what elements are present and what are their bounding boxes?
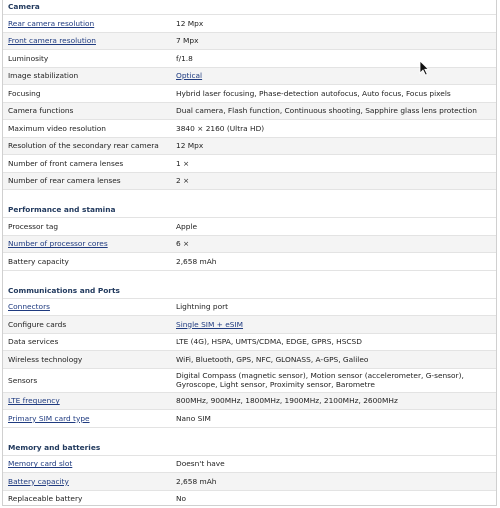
spec-label[interactable]: Front camera resolution: [8, 36, 96, 46]
spec-value: [173, 414, 496, 424]
spec-value: [173, 71, 496, 81]
spec-label[interactable]: Battery capacity: [8, 476, 69, 486]
spec-value-text: 2 ×: [176, 176, 190, 185]
spec-value: [173, 396, 496, 406]
spec-value-link[interactable]: Single SIM + eSIM: [176, 319, 244, 329]
spec-row: [3, 235, 496, 253]
spec-value-text: 12 Mpx: [176, 141, 204, 150]
mouse-cursor-icon: [419, 60, 429, 76]
section-gap: [3, 189, 496, 203]
spec-row: [3, 217, 496, 235]
spec-value-text: Doesn't have: [176, 459, 225, 468]
spec-value-link[interactable]: Optical: [176, 71, 203, 80]
spec-value-text: No: [176, 494, 187, 503]
spec-row: [3, 137, 496, 155]
spec-label: Battery capacity: [8, 256, 69, 266]
spec-row: [3, 84, 496, 102]
spec-value: [173, 302, 496, 312]
section-title: Communications and Ports: [3, 284, 496, 298]
spec-value: [173, 141, 496, 151]
spec-value-text: 6 ×: [176, 239, 190, 248]
spec-value-text: 7 Mpx: [176, 36, 199, 45]
spec-value-text: Dual camera, Flash function, Continuous shooting, Sapphire glass lens protection: [176, 106, 477, 115]
spec-value: [173, 239, 496, 249]
spec-row: [3, 455, 496, 473]
spec-value-text: Hybrid laser focusing, Phase-detection autofocus, Auto focus, Focus pixels: [176, 88, 451, 98]
spec-row: [3, 298, 496, 316]
spec-label[interactable]: Primary SIM card type: [8, 413, 90, 423]
spec-row: [3, 350, 496, 368]
spec-value: [173, 54, 496, 64]
spec-value: [173, 337, 496, 347]
section-gap: [3, 427, 496, 441]
spec-value: [173, 371, 496, 390]
spec-label: Camera functions: [8, 106, 74, 116]
spec-label[interactable]: Connectors: [8, 302, 50, 312]
spec-value-text: 2,658 mAh: [176, 476, 217, 486]
spec-value: [173, 320, 496, 330]
spec-value-text: 12 Mpx: [176, 18, 204, 28]
spec-row: [3, 333, 496, 351]
spec-label: Number of rear camera lenses: [8, 176, 121, 186]
spec-value: [173, 19, 496, 29]
spec-row: [3, 252, 496, 270]
spec-value-text: Digital Compass (magnetic sensor), Motion sensor (accelerometer, G-sensor), Gyroscope, Light sensor, Proximity sensor, Barometre: [176, 370, 464, 389]
spec-row: [3, 172, 496, 190]
spec-value-text: Lightning port: [176, 302, 229, 311]
spec-label: Wireless technology: [8, 354, 83, 364]
spec-row: [3, 32, 496, 50]
spec-label[interactable]: Rear camera resolution: [8, 18, 95, 28]
spec-label: Maximum video resolution: [8, 123, 106, 133]
spec-value: [173, 222, 496, 232]
section-title: Memory and batteries: [3, 441, 496, 455]
spec-value-text: 800MHz, 900MHz, 1800MHz, 1900MHz, 2100MHz, 2600MHz: [176, 396, 398, 405]
spec-label[interactable]: LTE frequency: [8, 396, 60, 406]
spec-value: [173, 176, 496, 186]
spec-label: Configure cards: [8, 319, 67, 329]
spec-row: [3, 392, 496, 410]
spec-row: [3, 368, 496, 392]
spec-label[interactable]: Memory card slot: [8, 459, 73, 469]
spec-value: [173, 257, 496, 267]
spec-row: [3, 102, 496, 120]
spec-label: Data services: [8, 337, 59, 347]
spec-value: [173, 477, 496, 487]
spec-label: Luminosity: [8, 53, 49, 63]
spec-value: [173, 89, 496, 99]
spec-label: Processor tag: [8, 221, 59, 231]
spec-label: Sensors: [8, 375, 38, 385]
spec-row: [3, 472, 496, 490]
spec-label: Number of front camera lenses: [8, 158, 124, 168]
spec-label: Replaceable battery: [8, 494, 83, 504]
spec-row: [3, 154, 496, 172]
spec-value-text: WiFi, Bluetooth, GPS, NFC, GLONASS, A-GPS, Galileo: [176, 354, 369, 364]
spec-value-text: LTE (4G), HSPA, UMTS/CDMA, EDGE, GPRS, HSCSD: [176, 337, 362, 346]
spec-value: [173, 106, 496, 116]
spec-label[interactable]: Number of processor cores: [8, 239, 108, 249]
spec-value: [173, 494, 496, 504]
spec-row: [3, 315, 496, 333]
spec-label: Resolution of the secondary rear camera: [8, 141, 159, 151]
spec-value: [173, 36, 496, 46]
spec-value: [173, 459, 496, 469]
spec-value-text: Apple: [176, 221, 198, 231]
section-gap: [3, 270, 496, 284]
spec-label: Focusing: [8, 88, 41, 98]
section-title: Camera: [3, 0, 496, 14]
spec-value: [173, 124, 496, 134]
spec-value-text: 3840 × 2160 (Ultra HD): [176, 123, 265, 133]
spec-row: [3, 14, 496, 32]
spec-row: [3, 490, 496, 508]
spec-value: [173, 355, 496, 365]
section-title: Performance and stamina: [3, 203, 496, 217]
spec-value-text: 1 ×: [176, 158, 190, 168]
spec-label: Image stabilization: [8, 71, 79, 81]
spec-row: [3, 409, 496, 427]
spec-value-text: f/1.8: [176, 53, 193, 63]
spec-value: [173, 159, 496, 169]
spec-value-text: Nano SIM: [176, 413, 211, 423]
spec-value-text: 2,658 mAh: [176, 256, 217, 266]
spec-row: [3, 119, 496, 137]
